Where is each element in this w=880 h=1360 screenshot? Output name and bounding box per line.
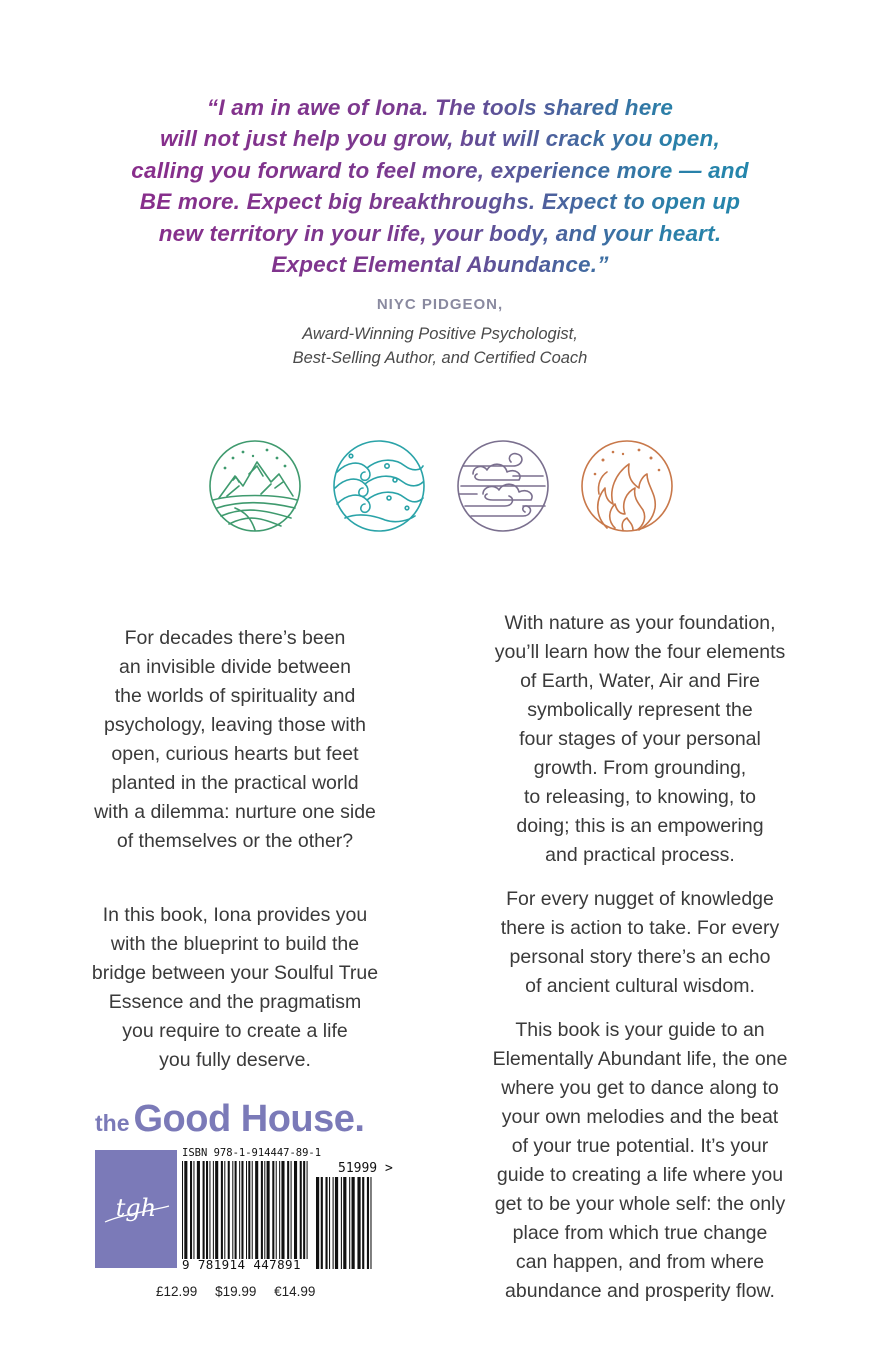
- quote-line: Expect Elemental Abundance.”: [271, 252, 609, 278]
- text-line: you require to create a life: [122, 1020, 348, 1042]
- text-line: there is action to take. For every: [500, 917, 780, 939]
- barcode-bar: [325, 1177, 327, 1269]
- text-line: and practical process.: [545, 844, 735, 866]
- element-icons: [0, 436, 880, 540]
- price-list: [156, 1284, 329, 1299]
- publisher-logo: [95, 1150, 177, 1268]
- barcode-bar: [182, 1161, 183, 1259]
- barcode-bar: [303, 1161, 305, 1259]
- price-gbp: £12.99: [156, 1284, 198, 1299]
- fire-flames-icon: [577, 436, 677, 536]
- text-line: the worlds of spirituality and: [114, 685, 356, 707]
- text-line: of your true potential. It’s your: [511, 1135, 769, 1157]
- barcode-bar: [241, 1161, 243, 1259]
- barcode-bar: [206, 1161, 208, 1259]
- text-line: get to be your whole self: the only: [494, 1193, 786, 1215]
- text-line: symbolically represent the: [527, 699, 753, 721]
- barcode-bar: [235, 1161, 237, 1259]
- text-line: guide to creating a life where you: [496, 1164, 784, 1186]
- barcode-bar: [252, 1161, 253, 1259]
- barcode-bar: [228, 1161, 230, 1259]
- barcode-bar: [184, 1161, 187, 1259]
- barcode-bar: [276, 1161, 277, 1259]
- paragraph: [450, 1016, 830, 1306]
- endorsement-quote: [60, 92, 820, 280]
- quote-author-role: [0, 322, 880, 370]
- barcode-bar: [307, 1161, 308, 1259]
- text-line: bridge between your Soulful True: [91, 962, 379, 984]
- barcode-bar: [209, 1161, 210, 1259]
- publisher-logo-text: tgh: [115, 1194, 157, 1222]
- ean-barcode-bars: [182, 1161, 310, 1259]
- barcode-bar: [281, 1161, 284, 1259]
- barcode-bar: [215, 1161, 218, 1259]
- body-left-column: [45, 609, 425, 1090]
- text-line: you’ll learn how the four elements: [494, 641, 786, 663]
- quote-line: new territory in your life, your body, and your heart.: [158, 220, 722, 246]
- barcode-bar: [300, 1161, 302, 1259]
- barcode-bar: [232, 1161, 233, 1259]
- text-line: open, curious hearts but feet: [111, 743, 359, 765]
- text-line: In this book, Iona provides you: [102, 904, 368, 926]
- quote-line: calling you forward to feel more, experience more — and: [131, 157, 749, 183]
- barcode-bar: [349, 1177, 350, 1269]
- barcode-bar: [248, 1161, 250, 1259]
- addon-barcode-bars: [316, 1177, 374, 1269]
- text-line: an invisible divide between: [119, 656, 351, 678]
- text-line: With nature as your foundation,: [504, 612, 776, 634]
- barcode-bar: [279, 1161, 280, 1259]
- barcode-bar: [193, 1161, 194, 1259]
- publisher-wordmark: [95, 1098, 364, 1141]
- quote-author: NIYC PIDGEON,: [376, 296, 504, 313]
- barcode-bar: [255, 1161, 258, 1259]
- barcode-bar: [316, 1177, 319, 1269]
- barcode-bar: [221, 1161, 223, 1259]
- text-line: with a dilemma: nurture one side: [94, 801, 376, 823]
- barcode-bar: [357, 1177, 360, 1269]
- text-line: For every nugget of knowledge: [506, 888, 774, 910]
- air-clouds-icon: [453, 436, 553, 536]
- barcode-bar: [341, 1177, 342, 1269]
- text-line: can happen, and from where: [515, 1251, 765, 1273]
- body-right-column: [450, 609, 830, 1306]
- text-line: Elementally Abundant life, the one: [492, 1048, 788, 1070]
- barcode-bar: [224, 1161, 225, 1259]
- text-line: place from which true change: [512, 1222, 768, 1244]
- author-role-line: Award-Winning Positive Psychologist,: [302, 325, 578, 343]
- quote-line: BE more. Expect big breakthroughs. Expect to open up: [139, 189, 741, 215]
- text-line: you fully deserve.: [159, 1049, 311, 1071]
- price-usd: $19.99: [215, 1284, 257, 1299]
- price-eur: €14.99: [274, 1284, 316, 1299]
- barcode-bar: [267, 1161, 270, 1259]
- barcode-bar: [197, 1161, 200, 1259]
- publisher-name: Good House.: [133, 1098, 365, 1140]
- text-line: personal story there’s an echo: [509, 946, 771, 968]
- text-line: of themselves or the other?: [116, 830, 354, 852]
- barcode-bar: [352, 1177, 355, 1269]
- barcode-bar: [190, 1161, 192, 1259]
- text-line: planted in the practical world: [111, 772, 359, 794]
- barcode-bar: [261, 1161, 263, 1259]
- text-line: of ancient cultural wisdom.: [525, 975, 755, 997]
- barcode-bar: [329, 1177, 330, 1269]
- barcode-bar: [272, 1161, 274, 1259]
- text-line: of Earth, Water, Air and Fire: [520, 670, 760, 692]
- text-line: doing; this is an empowering: [516, 815, 764, 837]
- text-line: For decades there’s been: [124, 627, 346, 649]
- paragraph: [450, 609, 830, 870]
- barcode-bar: [239, 1161, 240, 1259]
- barcode-bar: [246, 1161, 247, 1259]
- barcode-bar: [291, 1161, 292, 1259]
- quote-line: will not just help you grow, but will crack you open,: [160, 126, 720, 152]
- text-line: growth. From grounding,: [533, 757, 747, 779]
- ean-number: 9 781914 447891: [182, 1257, 301, 1272]
- barcode-bar: [367, 1177, 369, 1269]
- barcode-bar: [370, 1177, 371, 1269]
- text-line: with the blueprint to build the: [110, 933, 360, 955]
- text-line: to releasing, to knowing, to: [524, 786, 756, 808]
- earth-mountains-icon: [205, 436, 305, 536]
- barcode-bar: [362, 1177, 364, 1269]
- text-line: abundance and prosperity flow.: [505, 1280, 775, 1302]
- barcode-bar: [264, 1161, 265, 1259]
- barcode-bar: [203, 1161, 205, 1259]
- author-role-line: Best-Selling Author, and Certified Coach: [292, 349, 588, 367]
- barcode-bar: [321, 1177, 323, 1269]
- text-line: your own melodies and the beat: [501, 1106, 779, 1128]
- text-line: Essence and the pragmatism: [108, 991, 362, 1013]
- isbn-text: ISBN 978-1-914447-89-1: [182, 1147, 322, 1159]
- publisher-the: the: [95, 1110, 130, 1136]
- barcode-bar: [213, 1161, 214, 1259]
- text-line: This book is your guide to an: [515, 1019, 765, 1041]
- barcode-bar: [343, 1177, 346, 1269]
- barcode: [182, 1147, 412, 1272]
- addon-number: 51999 >: [338, 1161, 393, 1176]
- text-line: where you get to dance along to: [501, 1077, 779, 1099]
- barcode-bar: [333, 1177, 334, 1269]
- water-waves-icon: [329, 436, 429, 536]
- barcode-bar: [335, 1177, 338, 1269]
- text-line: psychology, leaving those with: [104, 714, 366, 736]
- paragraph: [450, 885, 830, 1001]
- barcode-bar: [294, 1161, 297, 1259]
- text-line: four stages of your personal: [519, 728, 761, 750]
- quote-line: “I am in awe of Iona. The tools shared here: [206, 95, 674, 120]
- barcode-bar: [287, 1161, 289, 1259]
